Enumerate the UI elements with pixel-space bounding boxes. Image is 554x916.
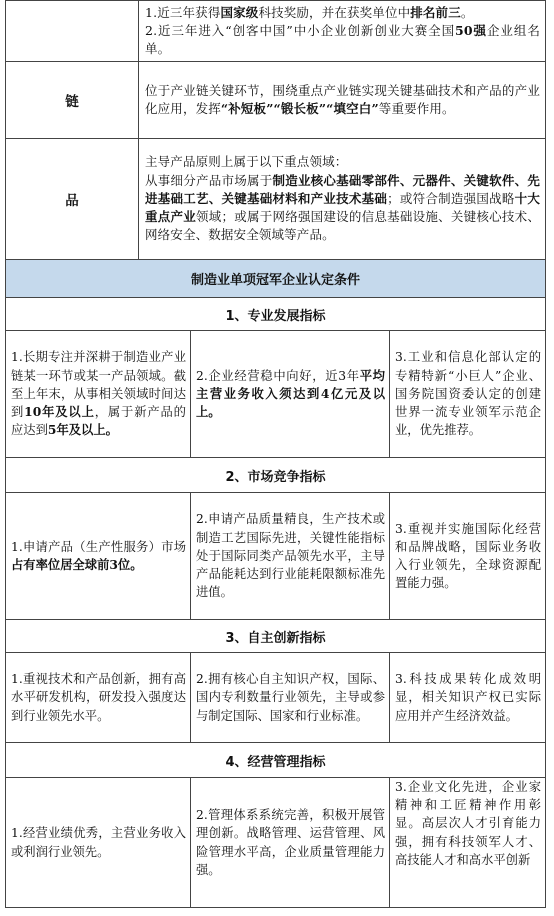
table-banner [6,260,546,298]
table-row [6,331,546,458]
table-row [6,778,546,908]
criteria-cell: 3.科技成果转化成效明显，相关知识产权已实际应用并产生经济效益。 [390,653,546,743]
rich-text-cell: 主导产品原则上属于以下重点领域： 从事细分产品市场属于制造业核心基础零部件、元器件、关键软件、先进基础工艺、关键基础材料和产业技术基础；或符合制造强国战略十大重点产业领域；或属于网络强国建设的信息基础设施、关键核心技术、网络安全、数据安全领域等产品。 [139,139,546,260]
champion-criteria-table [5,259,546,908]
criteria-cell: 1.申请产品（生产性服务）市场占有率位居全球前3位。 [6,493,191,620]
upper-criteria-table [5,0,546,260]
rich-text-cell: 位于产业链关键环节，围绕重点产业链实现关键基础技术和产品的产业化应用，发挥“补短板”“锻长板”“填空白”等重要作用。 [139,62,546,139]
section-heading-row [6,298,546,331]
criteria-cell: 3.工业和信息化部认定的专精特新“小巨人”企业、国务院国资委认定的创建世界一流专业领军示范企业，优先推荐。 [390,331,546,458]
criteria-cell: 3.企业文化先进，企业家精神和工匠精神作用彰显。高层次人才引育能力强，拥有科技领军人才、高技能人才和高水平创新 [390,778,546,908]
row-label [6,1,139,62]
row-label: 品 [6,139,139,260]
section-heading-row [6,458,546,493]
criteria-cell: 2.管理体系系统完善，积极开展管理创新。战略管理、运营管理、风险管理水平高，企业质量管理能力强。 [191,778,390,908]
criteria-cell: 2.拥有核心自主知识产权，国际、国内专利数量行业领先，主导或参与制定国际、国家和行业标准。 [191,653,390,743]
rich-text-cell: 1.近三年获得国家级科技奖励，并在获奖单位中排名前三。 2.近三年进入“创客中国”中小企业创新创业大赛全国50强企业组名单。 [139,1,546,62]
criteria-cell: 1.长期专注并深耕于制造业产业链某一环节或某一产品领域。截至上年末，从事相关领域时间达到10年及以上，属于新产品的应达到5年及以上。 [6,331,191,458]
section-heading: 1、专业发展指标 [6,298,546,331]
section-heading: 2、市场竞争指标 [6,458,546,493]
banner-title: 制造业单项冠军企业认定条件 [6,260,546,298]
criteria-cell: 1.经营业绩优秀，主营业务收入或利润行业领先。 [6,778,191,908]
criteria-document [5,0,546,916]
criteria-cell: 2.申请产品质量精良，生产技术或制造工艺国际先进，关键性能指标处于国际同类产品领先水平，主导产品能耗达到行业能耗限额标准先进值。 [191,493,390,620]
criteria-cell: 2.企业经营稳中向好，近3年平均主营业务收入须达到4亿元及以上。 [191,331,390,458]
table-row [6,1,546,62]
criteria-cell: 1.重视技术和产品创新，拥有高水平研发机构，研发投入强度达到行业领先水平。 [6,653,191,743]
table-row [6,62,546,139]
section-heading: 3、自主创新指标 [6,620,546,653]
criteria-cell: 3.重视并实施国际化经营和品牌战略，国际业务收入行业领先，全球资源配置能力强。 [390,493,546,620]
section-heading: 4、经营管理指标 [6,743,546,778]
table-row [6,493,546,620]
section-heading-row [6,620,546,653]
table-row [6,653,546,743]
section-heading-row [6,743,546,778]
row-label: 链 [6,62,139,139]
table-row [6,139,546,260]
